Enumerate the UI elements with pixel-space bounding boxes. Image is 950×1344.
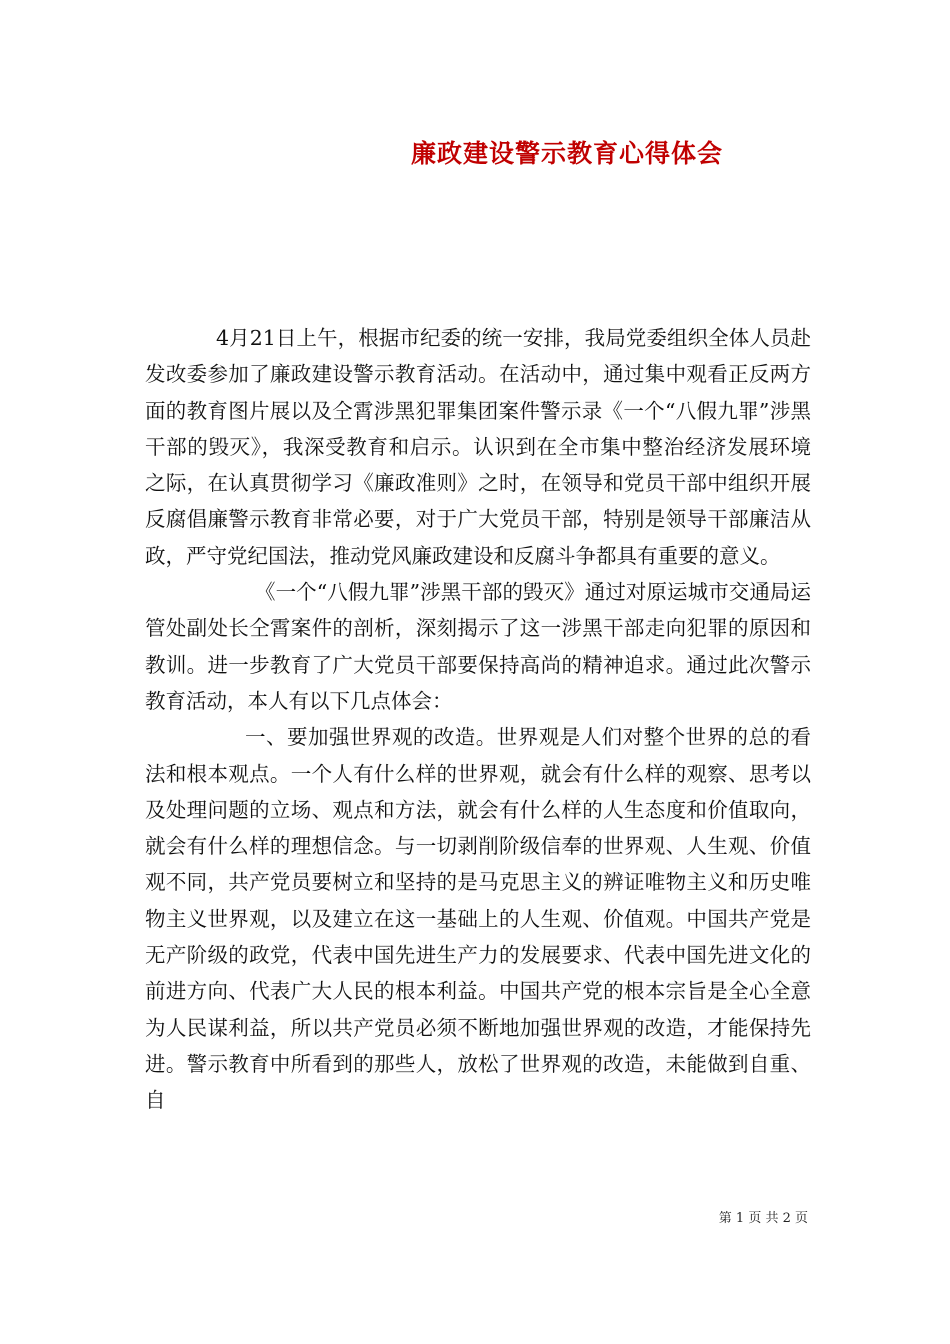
page-number-footer: 第 1 页 共 2 页 — [718, 1211, 808, 1226]
page-title-text: 廉政建设警示教育心得体会 — [410, 139, 723, 168]
paragraph-case-analysis: 《一个“八假九罪”涉黑干部的毁灭》通过对原运城市交通局运管处副处长仝霄案件的剖析，深刻揭示了这一涉黑干部走向犯罪的原因和教训。进一步教育了广大党员干部要保持高尚的精神追求。通过此次警示教育活动，本人有以下几点体会： — [145, 580, 811, 713]
paragraph-intro: 4月21日上午，根据市纪委的统一安排，我局党委组织全体人员赴发改委参加了廉政建设警示教育活动。在活动中，通过集中观看正反两方面的教育图片展以及仝霄涉黑犯罪集团案件警示录《一个“八假九罪”涉黑干部的毁灭》，我深受教育和启示。认识到在全市集中整治经济发展环境之际，在认真贯彻学习《廉政准则》之时，在领导和党员干部中组织开展反腐倡廉警示教育非常必要，对于广大党员干部，特别是领导干部廉洁从政，严守党纪国法，推动党风廉政建设和反腐斗争都具有重要的意义。 — [145, 326, 811, 568]
document-body — [145, 320, 811, 1119]
paragraph-point-one: 一、要加强世界观的改造。世界观是人们对整个世界的总的看法和根本观点。一个人有什么样的世界观，就会有什么样的观察、思考以及处理问题的立场、观点和方法，就会有什么样的人生态度和价值取向，就会有什么样的理想信念。与一切剥削阶级信奉的世界观、人生观、价值观不同，共产党员要树立和坚持的是马克思主义的辨证唯物主义和历史唯物主义世界观，以及建立在这一基础上的人生观、价值观。中国共产党是无产阶级的政党，代表中国先进生产力的发展要求、代表中国先进文化的前进方向、代表广大人民的根本利益。中国共产党的根本宗旨是全心全意为人民谋利益，所以共产党员必须不断地加强世界观的改造，才能保持先进。警示教育中所看到的那些人，放松了世界观的改造，未能做到自重、自 — [145, 725, 811, 1113]
page-title — [0, 134, 950, 170]
